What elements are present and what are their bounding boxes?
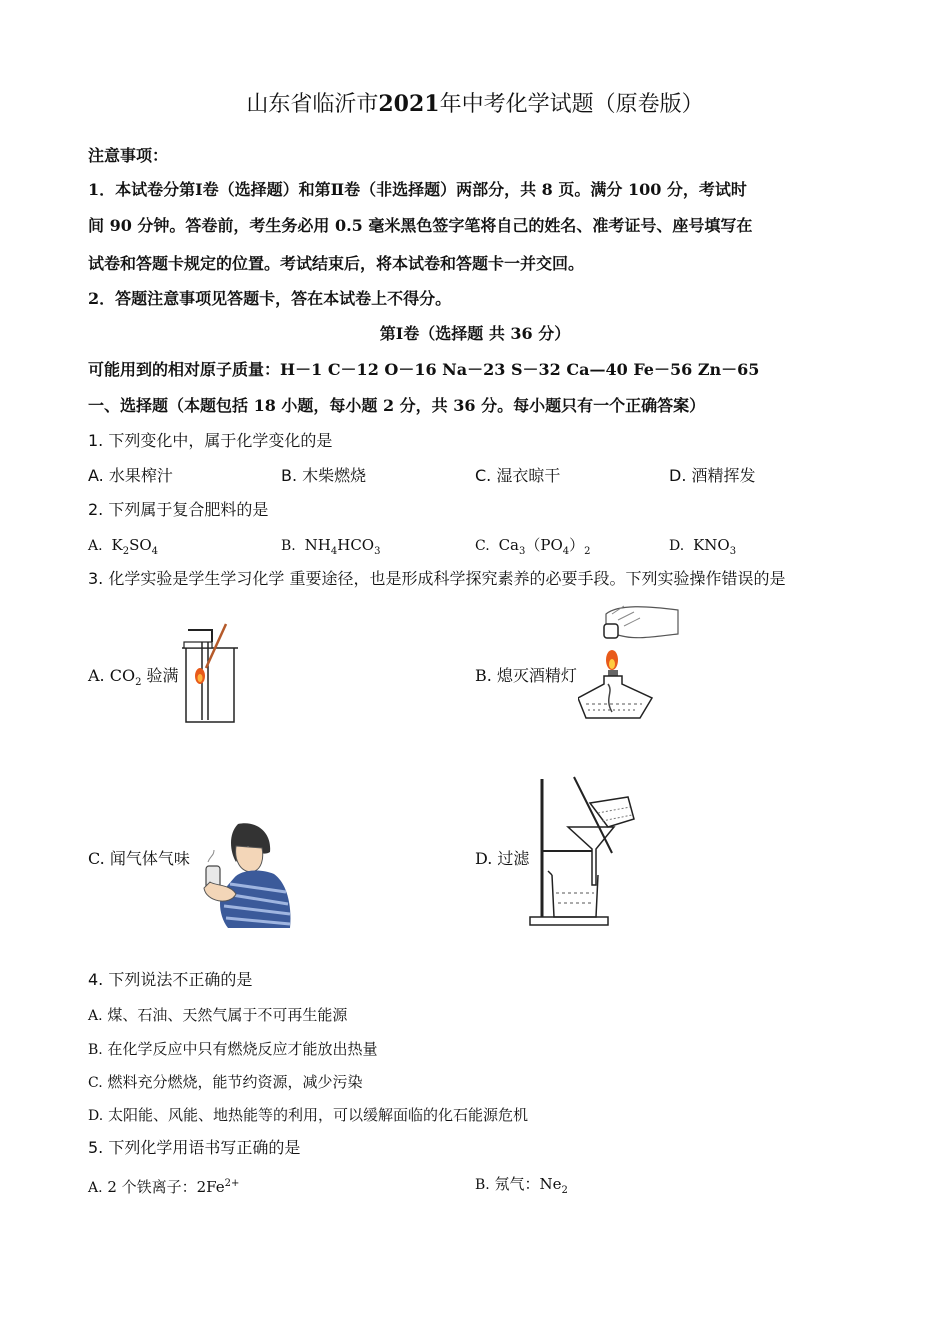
q2-option-d — [669, 535, 736, 562]
q3-option-a — [88, 666, 179, 693]
option-letter: C. — [475, 466, 492, 485]
q3-option-d — [475, 849, 529, 869]
option-label-suffix: 验满 — [141, 666, 179, 685]
q2-option-c — [475, 535, 591, 562]
alcohol-lamp-figure — [578, 600, 682, 724]
q2-option-b — [281, 535, 380, 562]
title-prefix: 山东省临沂市 — [246, 92, 379, 117]
formula-part: SO — [129, 536, 152, 554]
option-letter: C. — [475, 538, 490, 554]
option-text: 水果榨汁 — [103, 466, 173, 485]
option-text: 太阳能、风能、地热能等的利用，可以缓解面临的化石能源危机 — [103, 1106, 528, 1124]
subscript: 4 — [151, 545, 159, 557]
q1-option-b — [281, 466, 366, 486]
subscript: 4 — [330, 545, 338, 557]
question-2 — [88, 500, 268, 520]
option-text: 燃料充分燃烧，能节约资源，减少污染 — [102, 1073, 363, 1091]
option-letter: C. — [88, 1075, 103, 1091]
subscript: 3 — [519, 545, 526, 557]
formula-part: Ca — [498, 536, 519, 554]
note-1-line-1: 1．本试卷分第Ⅰ卷（选择题）和第Ⅱ卷（非选择题）两部分，共 8 页。满分 100 分，考试时 — [88, 180, 747, 199]
q3-option-b — [475, 666, 577, 686]
superscript: 2+ — [224, 1178, 240, 1189]
atomic-masses: 可能用到的相对原子质量：H－1 C－12 O－16 Na－23 S－32 Ca—40 Fe－56 Zn－65 — [88, 360, 760, 379]
question-number: 4. — [88, 970, 104, 989]
option-letter: A. — [88, 1008, 103, 1024]
question-4 — [88, 970, 252, 990]
title-suffix: 年中考化学试题（原卷版） — [439, 92, 704, 117]
q4-option-a — [88, 1005, 347, 1026]
part-heading: 一、选择题（本题包括 18 小题，每小题 2 分，共 36 分。每小题只有一个正确答案） — [88, 396, 706, 415]
q1-option-a — [88, 466, 173, 486]
subscript: 3 — [374, 545, 381, 557]
option-text: 湿衣晾干 — [491, 466, 561, 485]
formula-part: K — [111, 536, 123, 554]
option-letter: B. — [281, 538, 296, 554]
option-label: A. CO — [88, 666, 136, 685]
formula-part: KNO — [693, 536, 730, 554]
option-letter: B. — [88, 1042, 103, 1058]
note-1-line-2: 间 90 分钟。答卷前，考生务必用 0.5 毫米黑色签字笔将自己的姓名、准考证号、座号填写在 — [88, 216, 753, 235]
subscript: 4 — [562, 545, 570, 557]
option-letter: D. — [669, 466, 687, 485]
note-2: 2．答题注意事项见答题卡，答在本试卷上不得分。 — [88, 289, 452, 308]
option-text: 氖气：Ne — [489, 1175, 562, 1193]
question-1 — [88, 431, 332, 451]
formula-part: ） — [569, 536, 585, 554]
option-text: 煤、石油、天然气属于不可再生能源 — [102, 1006, 348, 1024]
smelling-gas-figure — [200, 822, 294, 930]
option-text: 木柴燃烧 — [297, 466, 367, 485]
q5-option-b — [475, 1174, 568, 1201]
subscript: 2 — [561, 1185, 568, 1196]
subscript: 2 — [584, 545, 591, 557]
option-letter: B. — [281, 466, 298, 485]
question-number: 1. — [88, 431, 104, 450]
subscript: 2 — [135, 677, 142, 689]
question-number: 5. — [88, 1138, 104, 1157]
q4-option-c — [88, 1072, 362, 1093]
question-stem: 下列属于复合肥料的是 — [103, 500, 269, 519]
q2-option-a — [88, 535, 158, 562]
option-text: 在化学反应中只有燃烧反应才能放出热量 — [102, 1040, 378, 1058]
title-year: 2021 — [378, 91, 440, 117]
co2-test-figure — [172, 620, 244, 726]
note-1-line-3: 试卷和答题卡规定的位置。考试结束后，将本试卷和答题卡一并交回。 — [88, 254, 585, 273]
notes-heading: 注意事项： — [88, 146, 169, 165]
q1-option-c — [475, 466, 560, 486]
page-title — [0, 90, 950, 119]
question-stem: 下列化学用语书写正确的是 — [103, 1138, 301, 1157]
formula-part: NH — [304, 536, 331, 554]
option-letter: A. — [88, 538, 103, 554]
q5-option-a — [88, 1174, 239, 1198]
option-label: D. 过滤 — [475, 849, 530, 868]
option-text: 酒精挥发 — [686, 466, 756, 485]
option-letter: A. — [88, 466, 104, 485]
q4-option-b — [88, 1039, 378, 1060]
formula-part: （PO — [525, 536, 563, 554]
filtration-figure — [528, 775, 640, 929]
q3-option-c — [88, 849, 190, 869]
subscript: 2 — [122, 545, 130, 557]
option-letter: D. — [669, 538, 685, 554]
section-heading: 第Ⅰ卷（选择题 共 36 分） — [379, 324, 571, 343]
option-label: C. 闻气体气味 — [88, 849, 190, 868]
subscript: 3 — [729, 545, 737, 557]
q1-option-d — [669, 466, 756, 486]
option-letter: A. — [88, 1180, 103, 1196]
q4-option-d — [88, 1105, 528, 1126]
question-5 — [88, 1138, 300, 1158]
option-letter: B. — [475, 1177, 490, 1193]
question-stem: 下列变化中，属于化学变化的是 — [103, 431, 333, 450]
question-stem: 下列说法不正确的是 — [103, 970, 253, 989]
question-number: 2. — [88, 500, 104, 519]
question-3 — [88, 569, 785, 589]
option-letter: D. — [88, 1108, 104, 1124]
option-label: B. 熄灭酒精灯 — [475, 666, 577, 685]
question-stem: 化学实验是学生学习化学 重要途径，也是形成科学探究素养的必要手段。下列实验操作错误的是 — [103, 569, 786, 588]
question-number: 3. — [88, 569, 104, 588]
formula-part: HCO — [337, 536, 375, 554]
option-text: 2 个铁离子：2Fe — [102, 1178, 225, 1196]
